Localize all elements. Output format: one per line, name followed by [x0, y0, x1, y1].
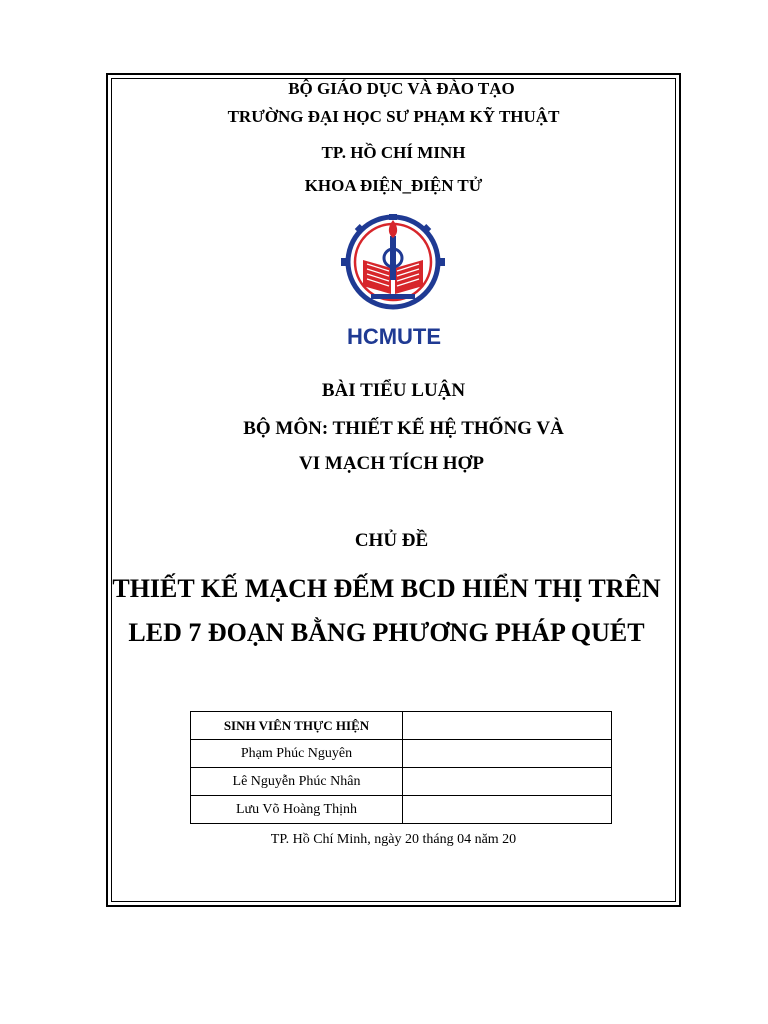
table-cell [403, 712, 612, 740]
table-row [191, 796, 612, 824]
hcmute-logo [341, 214, 447, 350]
topic-title-line-1: THIẾT KẾ MẠCH ĐẾM BCD HIỂN THỊ TRÊN [112, 574, 661, 603]
date-line: TP. Hồ Chí Minh, ngày 20 tháng 04 năm 20 [270, 832, 517, 847]
faculty-name: KHOA ĐIỆN_ĐIỆN TỬ [304, 176, 483, 195]
student-name: Phạm Phúc Nguyên [191, 740, 403, 768]
essay-type: BÀI TIỂU LUẬN [321, 380, 466, 401]
university-name: TRƯỜNG ĐẠI HỌC SƯ PHẠM KỸ THUẬT [227, 107, 560, 126]
student-id [403, 768, 612, 796]
student-id [403, 740, 612, 768]
logo-text: HCMUTE [346, 324, 442, 349]
city-name: TP. HỒ CHÍ MINH [321, 143, 466, 162]
table-row [191, 712, 612, 740]
table-row [191, 740, 612, 768]
subject-line-2: VI MẠCH TÍCH HỢP [299, 453, 484, 474]
students-header: SINH VIÊN THỰC HIỆN [191, 712, 403, 740]
table-row [191, 768, 612, 796]
student-name: Lê Nguyễn Phúc Nhân [191, 768, 403, 796]
topic-title-line-2: LED 7 ĐOẠN BẰNG PHƯƠNG PHÁP QUÉT [128, 618, 645, 647]
student-id [403, 796, 612, 824]
students-table [190, 711, 612, 824]
topic-label: CHỦ ĐỀ [354, 530, 429, 551]
student-name: Lưu Võ Hoàng Thịnh [191, 796, 403, 824]
ministry-name: BỘ GIÁO DỤC VÀ ĐÀO TẠO [288, 79, 515, 98]
subject-line-1: BỘ MÔN: THIẾT KẾ HỆ THỐNG VÀ [243, 418, 564, 439]
